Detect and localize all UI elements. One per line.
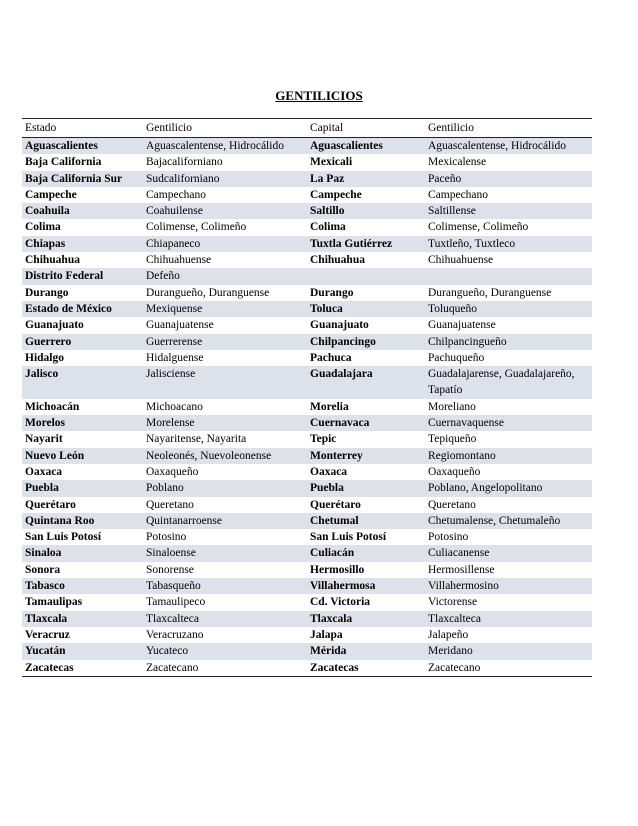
gentilicio-estado-cell: Sonorense xyxy=(146,563,194,576)
gentilicio-capital-cell: Toluqueño xyxy=(425,301,592,317)
table-row xyxy=(22,627,592,643)
estado-cell: Durango xyxy=(25,286,69,299)
capital-cell: Hermosillo xyxy=(310,563,365,576)
table-row xyxy=(22,334,592,350)
capital-cell: Mexicali xyxy=(310,156,353,169)
gentilicio-capital-cell: Moreliano xyxy=(428,400,476,413)
table-row xyxy=(22,448,592,464)
table-row xyxy=(22,464,592,480)
table-row xyxy=(22,513,592,529)
estado-cell: Distrito Federal xyxy=(22,268,143,284)
gentilicio-estado-cell: Hidalguense xyxy=(146,351,204,364)
header-gentilicio-estado: Gentilicio xyxy=(146,122,192,134)
gentilicio-capital-cell xyxy=(425,268,592,284)
table-row xyxy=(22,594,592,610)
estado-cell: Tamaulipas xyxy=(25,596,83,609)
capital-cell: Tuxtla Gutiérrez xyxy=(307,236,425,252)
gentilicio-estado-cell: Yucateco xyxy=(143,643,307,659)
estado-cell: Yucatán xyxy=(22,643,143,659)
capital-cell: Querétaro xyxy=(310,498,361,511)
estado-cell: Oaxaca xyxy=(25,465,63,478)
gentilicio-capital-cell: Chilpancingueño xyxy=(425,334,592,350)
gentilicio-capital-cell: Paceño xyxy=(425,171,592,187)
gentilicio-estado-cell: Queretano xyxy=(146,498,194,511)
table-row xyxy=(22,138,592,155)
gentilicio-estado-cell: Sudcaliforniano xyxy=(143,171,307,187)
table-row xyxy=(22,545,592,561)
gentilicio-capital-cell: Zacatecano xyxy=(428,661,481,674)
estado-cell: Chiapas xyxy=(22,236,143,252)
capital-cell: Morelia xyxy=(310,400,349,413)
gentilicio-capital-cell: Villahermosino xyxy=(425,578,592,594)
gentilicio-capital-cell: Regiomontano xyxy=(425,448,592,464)
gentilicios-table xyxy=(22,118,592,677)
capital-cell: Toluca xyxy=(307,301,425,317)
gentilicio-estado-cell: Colimense, Colimeño xyxy=(146,221,247,234)
table-row xyxy=(22,643,592,659)
gentilicio-capital-cell: Aguascalentense, Hidrocálido xyxy=(425,138,592,155)
estado-cell: Sinaloa xyxy=(22,545,143,561)
table-row xyxy=(22,154,592,170)
estado-cell: Tlaxcala xyxy=(22,611,143,627)
estado-cell: Baja California xyxy=(25,156,102,169)
gentilicio-estado-cell: Neoleonés, Nuevoleonense xyxy=(143,448,307,464)
gentilicio-capital-cell: Culiacanense xyxy=(425,545,592,561)
table-row xyxy=(22,497,592,513)
gentilicio-capital-cell: Cuernavaquense xyxy=(425,415,592,431)
table-row xyxy=(22,236,592,252)
table-row xyxy=(22,301,592,317)
gentilicio-capital-cell: Saltillense xyxy=(425,203,592,219)
capital-cell: Durango xyxy=(310,286,354,299)
gentilicio-estado-cell: Chiapaneco xyxy=(143,236,307,252)
capital-cell: Pachuca xyxy=(310,351,352,364)
gentilicio-capital-cell: Poblano, Angelopolitano xyxy=(425,480,592,496)
table-row xyxy=(22,562,592,578)
estado-cell: Sonora xyxy=(25,563,61,576)
table-row xyxy=(22,285,592,301)
gentilicio-estado-cell: Coahuilense xyxy=(143,203,307,219)
capital-cell: Guadalajara xyxy=(307,366,425,399)
capital-cell: Monterrey xyxy=(307,448,425,464)
estado-cell: Estado de México xyxy=(22,301,143,317)
gentilicio-estado-cell: Veracruzano xyxy=(146,628,204,641)
table-row xyxy=(22,611,592,627)
gentilicio-capital-cell: Potosino xyxy=(428,531,469,544)
gentilicio-capital-cell: Campechano xyxy=(428,188,489,201)
estado-cell: Querétaro xyxy=(25,498,76,511)
table-row xyxy=(22,219,592,235)
gentilicio-estado-cell: Potosino xyxy=(146,531,187,544)
gentilicio-capital-cell: Chetumalense, Chetumaleño xyxy=(425,513,592,529)
gentilicio-capital-cell: Pachuqueño xyxy=(428,351,485,364)
capital-cell: Aguascalientes xyxy=(307,138,425,155)
gentilicio-capital-cell: Meridano xyxy=(425,643,592,659)
capital-cell: Guanajuato xyxy=(310,319,369,332)
capital-cell: Culiacán xyxy=(307,545,425,561)
estado-cell: San Luis Potosí xyxy=(25,531,102,544)
gentilicio-estado-cell: Morelense xyxy=(143,415,307,431)
estado-cell: Hidalgo xyxy=(25,351,64,364)
estado-cell: Morelos xyxy=(22,415,143,431)
table-row xyxy=(22,660,592,677)
gentilicio-estado-cell: Michoacano xyxy=(146,400,203,413)
gentilicio-estado-cell: Poblano xyxy=(143,480,307,496)
table-row xyxy=(22,350,592,366)
capital-cell: Tlaxcala xyxy=(307,611,425,627)
header-gentilicio-capital: Gentilicio xyxy=(428,122,474,134)
capital-cell xyxy=(307,268,425,284)
gentilicio-capital-cell: Tepiqueño xyxy=(428,433,477,446)
table-row xyxy=(22,252,592,268)
capital-cell: Tepic xyxy=(310,433,337,446)
table-row xyxy=(22,203,592,219)
estado-cell: Chihuahua xyxy=(25,254,80,267)
header-capital: Capital xyxy=(310,122,344,134)
capital-cell: Mérida xyxy=(307,643,425,659)
gentilicio-capital-cell: Victorense xyxy=(428,596,478,609)
table-row xyxy=(22,317,592,333)
gentilicio-estado-cell: Campechano xyxy=(146,188,207,201)
estado-cell: Baja California Sur xyxy=(22,171,143,187)
gentilicio-estado-cell: Sinaloense xyxy=(143,545,307,561)
gentilicio-estado-cell: Aguascalentense, Hidrocálido xyxy=(143,138,307,155)
estado-cell: Michoacán xyxy=(25,400,80,413)
gentilicio-capital-cell: Guanajuatense xyxy=(428,319,496,332)
gentilicio-estado-cell: Chihuahuense xyxy=(146,254,212,267)
gentilicio-estado-cell: Bajacaliforniano xyxy=(146,156,223,169)
gentilicio-capital-cell: Jalapeño xyxy=(428,628,469,641)
gentilicio-capital-cell: Tlaxcalteca xyxy=(425,611,592,627)
capital-cell: Campeche xyxy=(310,188,362,201)
table-row xyxy=(22,529,592,545)
estado-cell: Colima xyxy=(25,221,61,234)
gentilicio-capital-cell: Guadalajarense, Guadalajareño, Tapatío xyxy=(425,366,592,399)
capital-cell: Saltillo xyxy=(307,203,425,219)
gentilicio-estado-cell: Defeño xyxy=(143,268,307,284)
capital-cell: Chilpancingo xyxy=(307,334,425,350)
capital-cell: Oaxaca xyxy=(310,465,348,478)
estado-cell: Coahuila xyxy=(22,203,143,219)
gentilicio-estado-cell: Quintanarroense xyxy=(143,513,307,529)
estado-cell: Guanajuato xyxy=(25,319,84,332)
table-row xyxy=(22,187,592,203)
table-row xyxy=(22,268,592,284)
gentilicio-estado-cell: Guanajuatense xyxy=(146,319,214,332)
header-row xyxy=(22,119,592,138)
gentilicio-estado-cell: Zacatecano xyxy=(146,661,199,674)
estado-cell: Tabasco xyxy=(22,578,143,594)
table-row xyxy=(22,415,592,431)
estado-cell: Quintana Roo xyxy=(22,513,143,529)
table-row xyxy=(22,431,592,447)
gentilicio-estado-cell: Nayaritense, Nayarita xyxy=(146,433,247,446)
gentilicio-capital-cell: Colimense, Colimeño xyxy=(428,221,529,234)
gentilicio-estado-cell: Durangueño, Duranguense xyxy=(146,286,270,299)
capital-cell: Cd. Victoria xyxy=(310,596,371,609)
estado-cell: Nayarit xyxy=(25,433,63,446)
gentilicio-estado-cell: Guerrerense xyxy=(143,334,307,350)
table-row xyxy=(22,399,592,415)
estado-cell: Puebla xyxy=(22,480,143,496)
gentilicio-estado-cell: Mexiquense xyxy=(143,301,307,317)
estado-cell: Guerrero xyxy=(22,334,143,350)
gentilicio-capital-cell: Tuxtleño, Tuxtleco xyxy=(425,236,592,252)
estado-cell: Nuevo León xyxy=(22,448,143,464)
gentilicio-estado-cell: Tabasqueño xyxy=(143,578,307,594)
capital-cell: Jalapa xyxy=(310,628,343,641)
table-body xyxy=(22,138,592,677)
capital-cell: Cuernavaca xyxy=(307,415,425,431)
gentilicio-estado-cell: Tlaxcalteca xyxy=(143,611,307,627)
table-row xyxy=(22,480,592,496)
estado-cell: Veracruz xyxy=(25,628,70,641)
page-title: GENTILICIOS xyxy=(275,88,363,103)
estado-cell: Jalisco xyxy=(22,366,143,399)
gentilicio-capital-cell: Durangueño, Duranguense xyxy=(428,286,552,299)
table-row xyxy=(22,366,592,399)
capital-cell: Puebla xyxy=(307,480,425,496)
capital-cell: Chetumal xyxy=(307,513,425,529)
gentilicio-capital-cell: Hermosillense xyxy=(428,563,495,576)
capital-cell: Colima xyxy=(310,221,346,234)
gentilicio-estado-cell: Tamaulipeco xyxy=(146,596,206,609)
table-row xyxy=(22,171,592,187)
capital-cell: San Luis Potosí xyxy=(310,531,387,544)
gentilicio-capital-cell: Oaxaqueño xyxy=(428,465,481,478)
capital-cell: Zacatecas xyxy=(310,661,359,674)
gentilicio-estado-cell: Jalisciense xyxy=(143,366,307,399)
capital-cell: Villahermosa xyxy=(307,578,425,594)
gentilicio-capital-cell: Queretano xyxy=(428,498,476,511)
gentilicio-estado-cell: Oaxaqueño xyxy=(146,465,199,478)
capital-cell: La Paz xyxy=(307,171,425,187)
estado-cell: Aguascalientes xyxy=(22,138,143,155)
gentilicio-capital-cell: Mexicalense xyxy=(428,156,487,169)
estado-cell: Campeche xyxy=(25,188,77,201)
capital-cell: Chihuahua xyxy=(310,254,365,267)
table-row xyxy=(22,578,592,594)
estado-cell: Zacatecas xyxy=(25,661,74,674)
header-estado: Estado xyxy=(25,122,57,134)
gentilicio-capital-cell: Chihuahuense xyxy=(428,254,494,267)
